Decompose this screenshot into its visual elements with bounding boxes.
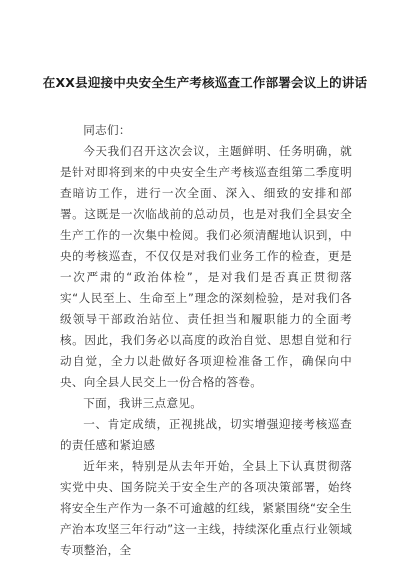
section-heading: 一、肯定成绩，正视挑战，切实增强迎接考核巡查的责任感和紧迫感: [60, 417, 352, 452]
body-paragraph: 今天我们召开这次会议，主题鲜明、任务明确，就是针对即将到来的中央安全生产考核巡查组第二季度明查暗访工作，进行一次全面、深入、细致的安排和部署。这既是一次临战前的总动员，也是对我们全县安全生产工作的一次集中检阅。我们必须清醒地认识到，中央的考核巡查，不仅仅是对我们业务工作的检查，更是一次严肃的“政治体检”，是对我们是否真正贯彻落实“人民至上、生命至上”理念的深刻检验，是对我们各级领导干部政治站位、责任担当和履职能力的全面考核。因此，我们务必以高度的政治自觉、思想自觉和行动自觉，全力以赴做好各项迎检准备工作，确保向中央、向全县人民交上一份合格的答卷。: [60, 144, 352, 389]
body-paragraph: 下面，我讲三点意见。: [83, 396, 203, 410]
document-title: 在XX县迎接中央安全生产考核巡查工作部署会议上的讲话: [42, 75, 368, 90]
salutation: 同志们：: [83, 123, 131, 137]
body-paragraph: 近年来，特别是从去年开始，全县上下认真贯彻落实党中央、国务院关于安全生产的各项决策部署，始终将安全生产作为一条不可逾越的红线，紧紧围绕“安全生产治本攻坚三年行动”这一主线，持续深化重点行业领域专项整治，全: [60, 459, 352, 557]
document-body: [60, 120, 352, 561]
